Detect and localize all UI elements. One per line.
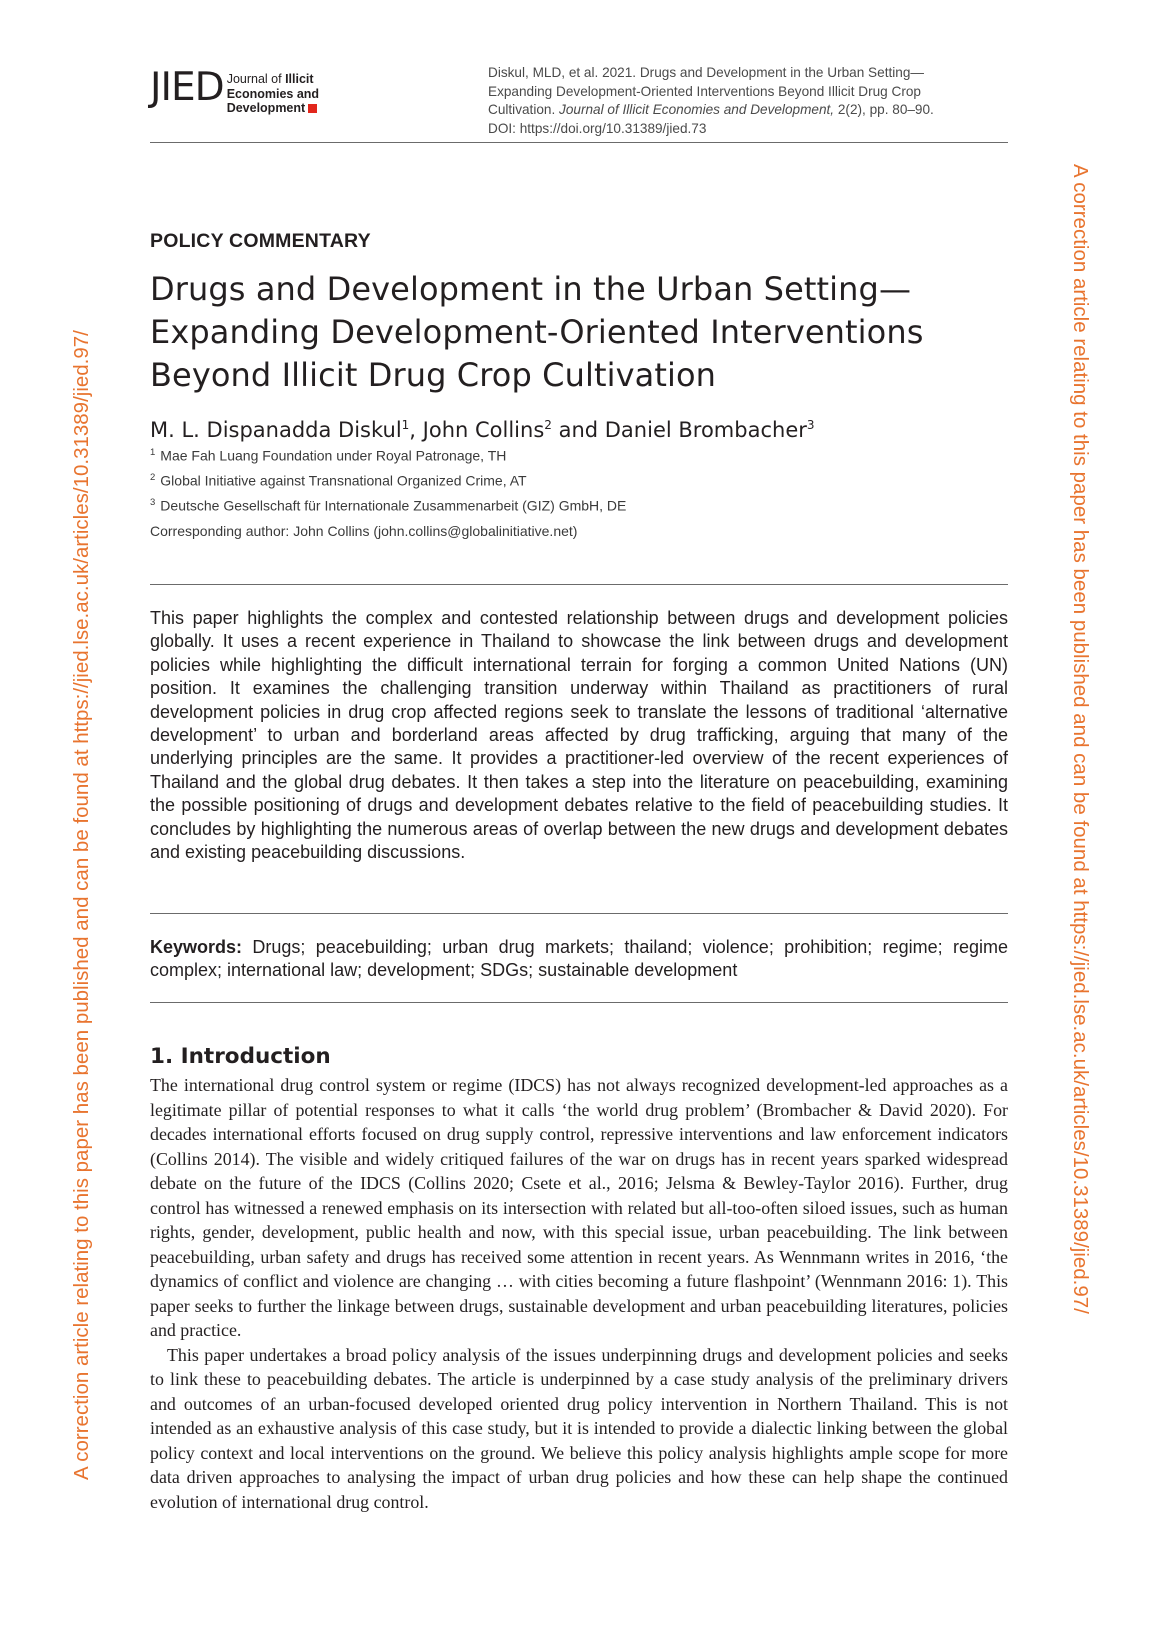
- citation-line2: Expanding Development-Oriented Interventions Beyond Illicit Drug Crop: [488, 83, 921, 99]
- author-list: M. L. Dispanadda Diskul$^1$, John Collins$^2$ and Daniel Brombacher$^3$: [150, 418, 815, 442]
- citation-line3: Cultivation. Journal of Illicit Economies and Development, 2(2), pp. 80–90.: [488, 102, 934, 117]
- author-name: John Collins: [422, 418, 545, 442]
- keywords-label: Keywords:: [150, 937, 243, 957]
- author-name: Daniel Brombacher: [604, 418, 807, 442]
- author-name: M. L. Dispanadda Diskul: [150, 418, 402, 442]
- abstract: This paper highlights the complex and contested relationship between drugs and development policies globally. It uses a recent experience in Thailand to showcase the link between drugs and development policies while highlighting the difficult international terrain for forging a common United Nations (UN) position. It examines the challenging transition underway within Thailand as practitioners of rural development policies in drug crop affected regions seek to translate the lessons of traditional ‘alternative development’ to urban and borderland areas affected by drug trafficking, arguing that many of the underlying principles are the same. It provides a practitioner-led overview of the recent experiences of Thailand and the global drug debates. It then takes a step into the literature on peacebuilding, examining the possible positioning of drugs and development debates relative to the field of peacebuilding studies. It concludes by highlighting the numerous areas of overlap between the new drugs and development debates and existing peacebuilding discussions.: [150, 608, 1008, 863]
- section-heading: 1. Introduction: [150, 1044, 331, 1069]
- affiliation: $^3$ Deutsche Gesellschaft für Internationale Zusammenarbeit (GIZ) GmbH, DE: [150, 497, 627, 514]
- abstract-top-divider: [150, 584, 1008, 585]
- journal-logo-line1: Journal of Illicit: [226, 72, 314, 86]
- journal-logo-acronym: JIED: [150, 65, 224, 110]
- keywords-list: Drugs; peacebuilding; urban drug markets; thailand; violence; prohibition; regime; regime complex; international law; development; SDGs; sustainable development: [150, 937, 1008, 981]
- correction-notice-left[interactable]: A correction article relating to this paper has been published and can be found at https://jied.lse.ac.uk/articles/10.31389/jied.97/: [70, 330, 93, 1480]
- journal-logo-line2: Economies and: [226, 86, 320, 101]
- correction-notice-right[interactable]: A correction article relating to this paper has been published and can be found at https://jied.lse.ac.uk/articles/10.31389/jied.97/: [1069, 164, 1092, 1314]
- keywords: [150, 936, 1008, 983]
- article-type: POLICY COMMENTARY: [150, 230, 371, 252]
- keywords-divider: [150, 1002, 1008, 1003]
- affiliation: $^1$ Mae Fah Luang Foundation under Royal Patronage, TH: [150, 447, 507, 464]
- citation-line1: Diskul, MLD, et al. 2021. Drugs and Development in the Urban Setting—: [488, 65, 924, 80]
- header-divider: [150, 142, 1008, 143]
- journal-logo-line3: Development: [226, 101, 306, 115]
- journal-logo-square: [308, 104, 317, 113]
- journal-logo: [150, 65, 320, 116]
- paragraph: This paper undertakes a broad policy analysis of the issues underpinning drugs and development policies and seeks to link these to peacebuilding debates. The article is underpinned by a case study analysis of the preliminary drivers and outcomes of an urban-focused developed oriented drug policy intervention in Northern Thailand. This is not intended as an exhaustive analysis of this case study, but it is intended to provide a dialectic linking between the global policy context and local interventions on the ground. We believe this policy analysis highlights ample scope for more data driven approaches to analysing the impact of urban drug policies and how these can help shape the continued evolution of international drug control.: [150, 1344, 1008, 1512]
- body-text: [150, 1073, 1008, 1514]
- citation-doi[interactable]: DOI: https://doi.org/10.31389/jied.73: [488, 120, 707, 136]
- paragraph: The international drug control system or regime (IDCS) has not always recognized development-led approaches as a legitimate pillar of potential responses to what it calls ‘the world drug problem’ (Brombacher & David 2020). For decades international efforts focused on drug supply control, repressive interventions and law enforcement indicators (Collins 2014). The visible and widely critiqued failures of the war on drugs has in recent years sparked widespread debate on the future of the IDCS (Collins 2020; Csete et al., 2016; Jelsma & Bewley-Taylor 2016). Further, drug control has witnessed a renewed emphasis on its intersection with related but all-too-often siloed issues, such as human rights, gender, development, public health and now, with this special issue, urban peacebuilding. The link between peacebuilding, urban safety and drugs has received some attention in recent years. As Wennmann writes in 2016, ‘the dynamics of conflict and violence are changing … with cities becoming a future flashpoint’ (Wennmann 2016: 1). This paper seeks to further the linkage between drugs, sustainable development and urban peacebuilding literatures, policies and practice.: [150, 1075, 1008, 1340]
- affiliation: $^2$ Global Initiative against Transnational Organized Crime, AT: [150, 472, 527, 489]
- journal-logo-wordmark: [227, 72, 319, 116]
- corresponding-author: Corresponding author: John Collins (john.collins@globalinitiative.net): [150, 523, 578, 539]
- article-title: Drugs and Development in the Urban Setting— Expanding Development-Oriented Interventions Beyond Illicit Drug Crop Cultivation: [150, 270, 924, 394]
- abstract-bottom-divider: [150, 913, 1008, 914]
- citation-block: [488, 64, 1008, 138]
